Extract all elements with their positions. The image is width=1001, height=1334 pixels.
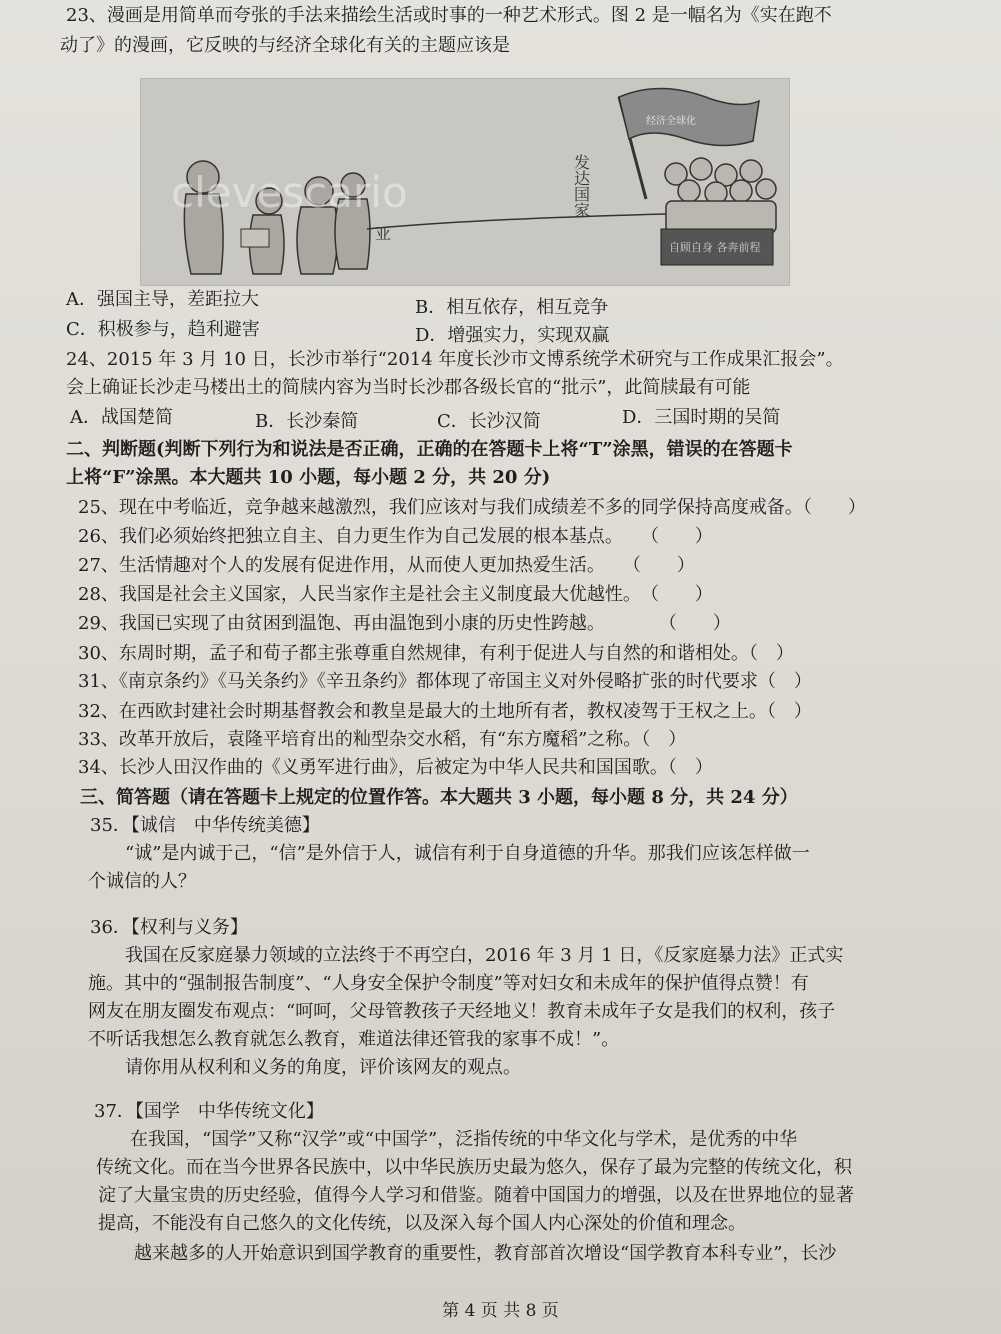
cartoon-box-text: 自顾自身 各奔前程 bbox=[669, 241, 761, 254]
page-footer: 第 4 页 共 8 页 bbox=[442, 1301, 559, 1321]
q36-line3: 网友在朋友圈发布观点：“呵呵，父母管教孩子天经地义！教育未成年子女是我们的权利，孩子 bbox=[88, 1001, 836, 1022]
q35-line2: 个诚信的人？ bbox=[88, 871, 196, 892]
judge-item-30: 30、东周时期，孟子和荀子都主张尊重自然规律，有利于促进人与自然的和谐相处。（ ） bbox=[78, 643, 794, 664]
q24-option-c: C．长沙汉简 bbox=[437, 411, 541, 432]
q37-line1: 在我国，“国学”又称“汉学”或“中国学”，泛指传统的中华文化与学术，是优秀的中华 bbox=[130, 1129, 798, 1150]
judge-item-34: 34、长沙人田汉作曲的《义勇军进行曲》，后被定为中华人民共和国国歌。（ ） bbox=[78, 757, 713, 778]
q36-title: 36．【权利与义务】 bbox=[90, 917, 248, 938]
judge-item-32: 32、在西欧封建社会时期基督教会和教皇是最大的土地所有者，教权凌驾于王权之上。（ ） bbox=[78, 701, 812, 722]
q24-option-b: B．长沙秦简 bbox=[255, 411, 359, 432]
cartoon-drawing bbox=[141, 79, 789, 285]
q37-line2: 传统文化。而在当今世界各民族中，以中华民族历史最为悠久，保存了最为完整的传统文化，积 bbox=[96, 1157, 852, 1178]
side-label: 亚 bbox=[375, 224, 392, 243]
q23-option-d: D．增强实力，实现双赢 bbox=[415, 325, 610, 346]
q23-line2: 动了》的漫画，它反映的与经济全球化有关的主题应该是 bbox=[60, 35, 510, 56]
section2-header-line1: 二、判断题(判断下列行为和说法是否正确，正确的在答题卡上将“T”涂黑，错误的在答题卡 bbox=[66, 439, 793, 460]
q37-line4: 提高，不能没有自己悠久的文化传统，以及深入每个国人内心深处的价值和理念。 bbox=[98, 1213, 746, 1234]
q23-option-b: B．相互依存，相互竞争 bbox=[415, 297, 609, 318]
section2-header-line2: 上将“F”涂黑。本大题共 10 小题，每小题 2 分，共 20 分) bbox=[66, 467, 551, 488]
q23-option-a: A．强国主导，差距拉大 bbox=[66, 289, 259, 310]
q24-option-d: D．三国时期的吴简 bbox=[622, 407, 781, 428]
q37-line3: 淀了大量宝贵的历史经验，值得今人学习和借鉴。随着中国国力的增强，以及在世界地位的显著 bbox=[98, 1185, 854, 1206]
q35-line1: “诚”是内诚于己，“信”是外信于人，诚信有利于自身道德的升华。那我们应该怎样做一 bbox=[125, 843, 810, 864]
section3-header: 三、简答题（请在答题卡上规定的位置作答。本大题共 3 小题，每小题 8 分，共 24 分） bbox=[80, 787, 798, 808]
q24-line1: 24、2015 年 3 月 10 日，长沙市举行“2014 年度长沙市文博系统学术研究与工作成果汇报会”。 bbox=[66, 349, 844, 370]
judge-item-26: 26、我们必须始终把独立自主、自力更生作为自己发展的根本基点。 （ ） bbox=[78, 526, 713, 547]
flag-text: 经济全球化 bbox=[646, 116, 696, 127]
judge-item-27: 27、生活情趣对个人的发展有促进作用，从而使人更加热爱生活。 （ ） bbox=[78, 555, 695, 576]
q36-line5: 请你用从权利和义务的角度，评价该网友的观点。 bbox=[125, 1057, 521, 1078]
q37-line5: 越来越多的人开始意识到国学教育的重要性，教育部首次增设“国学教育本科专业”，长沙 bbox=[134, 1243, 837, 1264]
q23-line1: 23、漫画是用简单而夸张的手法来描绘生活或时事的一种艺术形式。图 2 是一幅名为《实在跑不 bbox=[66, 5, 832, 26]
watermark-text: clevescario bbox=[171, 168, 408, 217]
q23-option-c: C．积极参与，趋利避害 bbox=[66, 319, 260, 340]
judge-item-25: 25、现在中考临近，竞争越来越激烈，我们应该对与我们成绩差不多的同学保持高度戒备。（ ） bbox=[78, 497, 866, 518]
q37-title: 37．【国学 中华传统文化】 bbox=[94, 1101, 324, 1122]
q36-line4: 不听话我想怎么教育就怎么教育，难道法律还管我的家事不成！”。 bbox=[88, 1029, 620, 1050]
q36-line2: 施。其中的“强制报告制度”、“人身安全保护令制度”等对妇女和未成年的保护值得点赞！有 bbox=[88, 973, 809, 994]
q24-line2: 会上确证长沙走马楼出土的简牍内容为当时长沙郡各级长官的“批示”，此简牍最有可能 bbox=[66, 377, 751, 398]
judge-item-29: 29、我国已实现了由贫困到温饱、再由温饱到小康的历史性跨越。 （ ） bbox=[78, 613, 731, 634]
group-label: 发达国家 bbox=[571, 154, 591, 218]
cartoon-image bbox=[140, 78, 790, 286]
judge-item-31: 31、《南京条约》《马关条约》《辛丑条约》都体现了帝国主义对外侵略扩张的时代要求（ ） bbox=[78, 671, 812, 692]
judge-item-28: 28、我国是社会主义国家，人民当家作主是社会主义制度最大优越性。 （ ） bbox=[78, 584, 713, 605]
q36-line1: 我国在反家庭暴力领域的立法终于不再空白，2016 年 3 月 1 日，《反家庭暴力法》正式实 bbox=[125, 945, 844, 966]
judge-item-33: 33、改革开放后，袁隆平培育出的籼型杂交水稻，有“东方魔稻”之称。（ ） bbox=[78, 729, 687, 750]
q35-title: 35．【诚信 中华传统美德】 bbox=[90, 815, 320, 836]
q24-option-a: A．战国楚简 bbox=[70, 407, 173, 428]
